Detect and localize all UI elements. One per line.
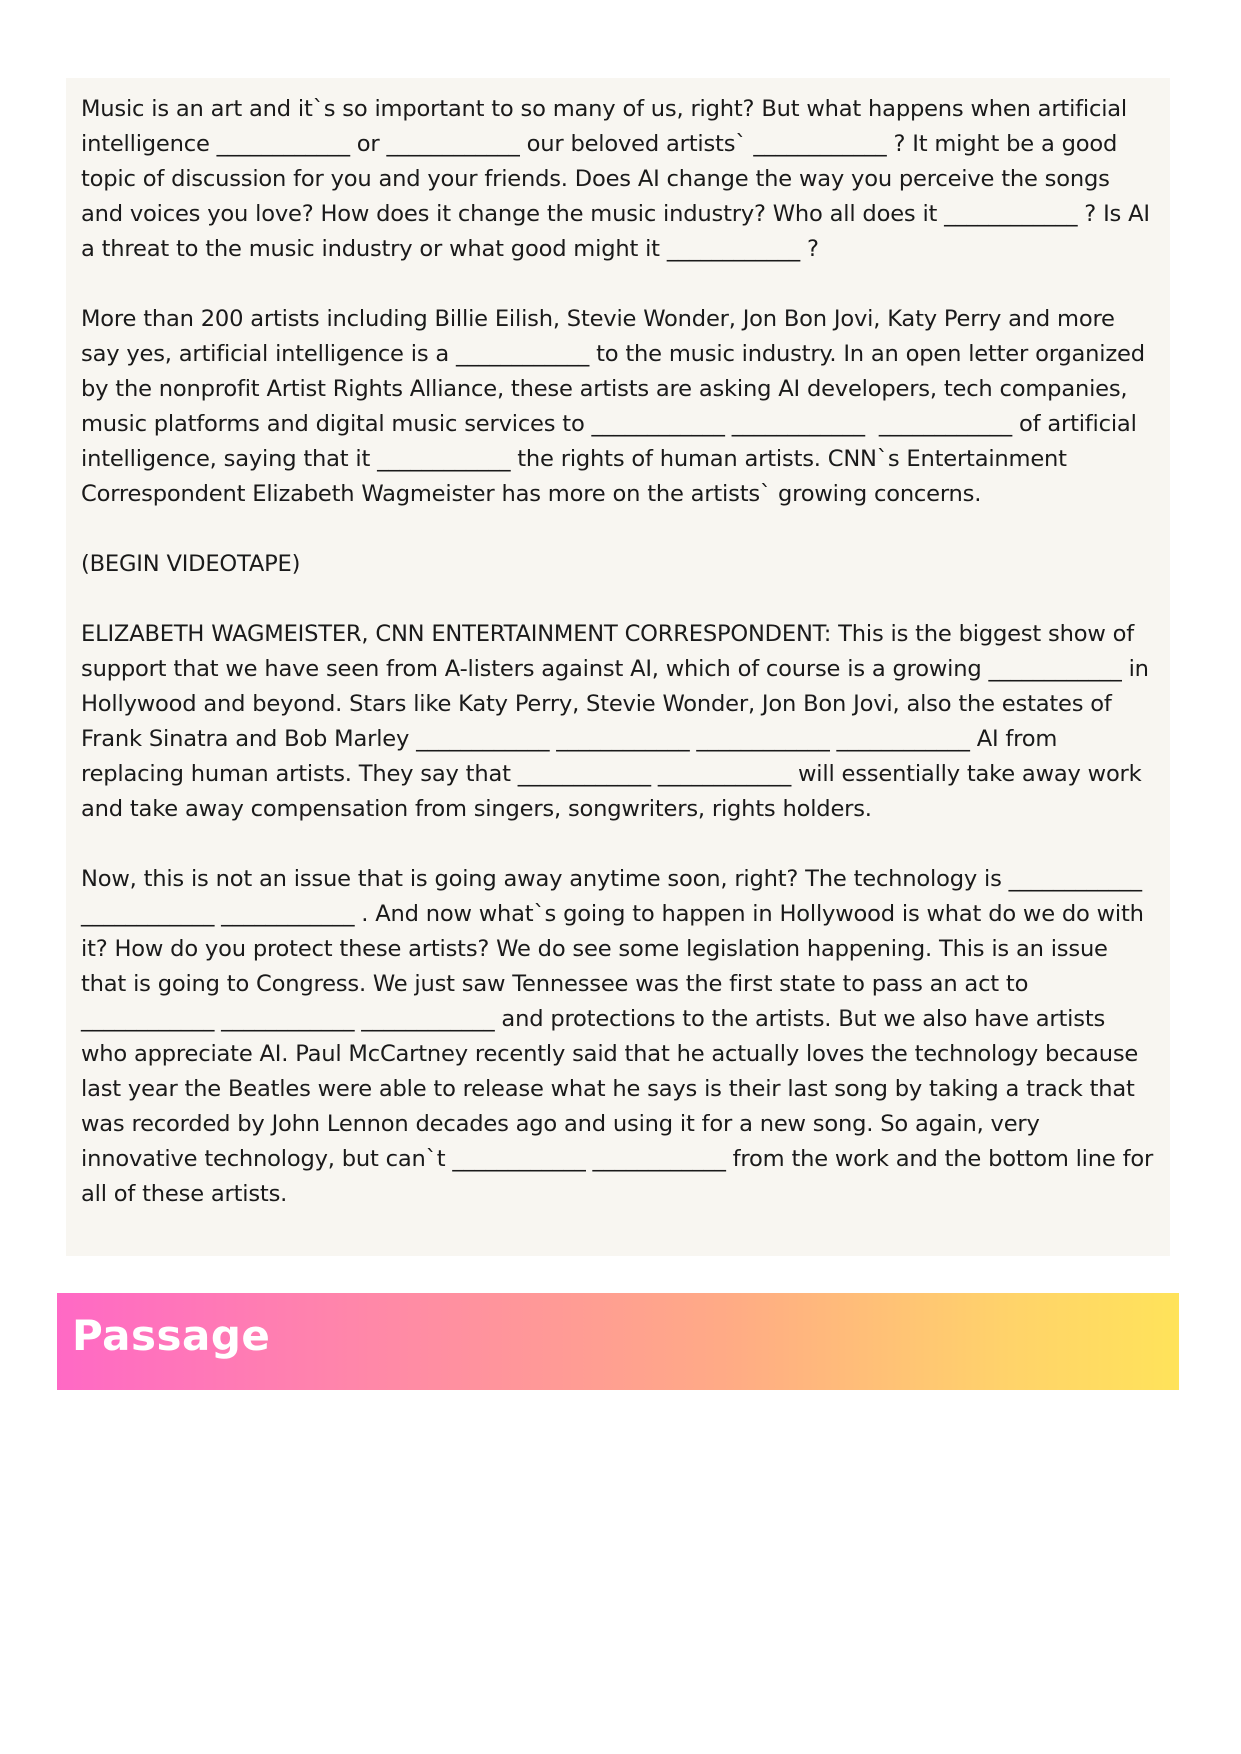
passage-section-banner xyxy=(57,1293,1179,1390)
passage-paragraph-1: Music is an art and it`s so important to so many of us, right? But what happens when artificial intelligence ____________ or ____________ our beloved artists` ____________ ? It might be a good topic of discussion for you and your friends. Does AI change the way you perceive the songs and voices you love? How does it change the music industry? Who all does it ____________ ? Is AI a threat to the music industry or what good might it ____________ ? xyxy=(81,96,1157,262)
passage-paragraph-4: ELIZABETH WAGMEISTER, CNN ENTERTAINMENT CORRESPONDENT: This is the biggest show of support that we have seen from A-listers against AI, which of course is a growing ____________ in Hollywood and beyond. Stars like Katy Perry, Stevie Wonder, Jon Bon Jovi, also the estates of Frank Sinatra and Bob Marley ____________ ____________ ____________ ____________ AI from replacing human artists. They say that ____________ ____________ will essentially take away work and take away compensation from singers, songwriters, rights holders. xyxy=(81,621,1156,822)
passage-text-panel xyxy=(66,78,1170,1256)
passage-paragraph-3: (BEGIN VIDEOTAPE) xyxy=(81,551,301,577)
passage-paragraph-2: More than 200 artists including Billie Eilish, Stevie Wonder, Jon Bon Jovi, Katy Perry and more say yes, artificial intelligence is a ____________ to the music industry. In an open letter organized by the nonprofit Artist Rights Alliance, these artists are asking AI developers, tech companies, music platforms and digital music services to ____________ ____________ ____________ of artificial intelligence, saying that it ____________ the rights of human artists. CNN`s Entertainment Correspondent Elizabeth Wagmeister has more on the artists` growing concerns. xyxy=(81,306,1152,507)
passage-paragraph-5: Now, this is not an issue that is going away anytime soon, right? The technology is ____________ ____________ ____________ . And now what`s going to happen in Hollywood is what do we do with it? How do you protect these artists? We do see some legislation happening. This is an issue that is going to Congress. We just saw Tennessee was the first state to pass an act to ____________ ____________ ____________ and protections to the artists. But we also have artists who appreciate AI. Paul McCartney recently said that he actually loves the technology because last year the Beatles were able to release what he says is their last song by taking a track that was recorded by John Lennon decades ago and using it for a new song. So again, very innovative technology, but can`t ____________ ____________ from the work and the bottom line for all of these artists. xyxy=(81,866,1161,1207)
passage-heading: Passage xyxy=(72,1311,271,1360)
